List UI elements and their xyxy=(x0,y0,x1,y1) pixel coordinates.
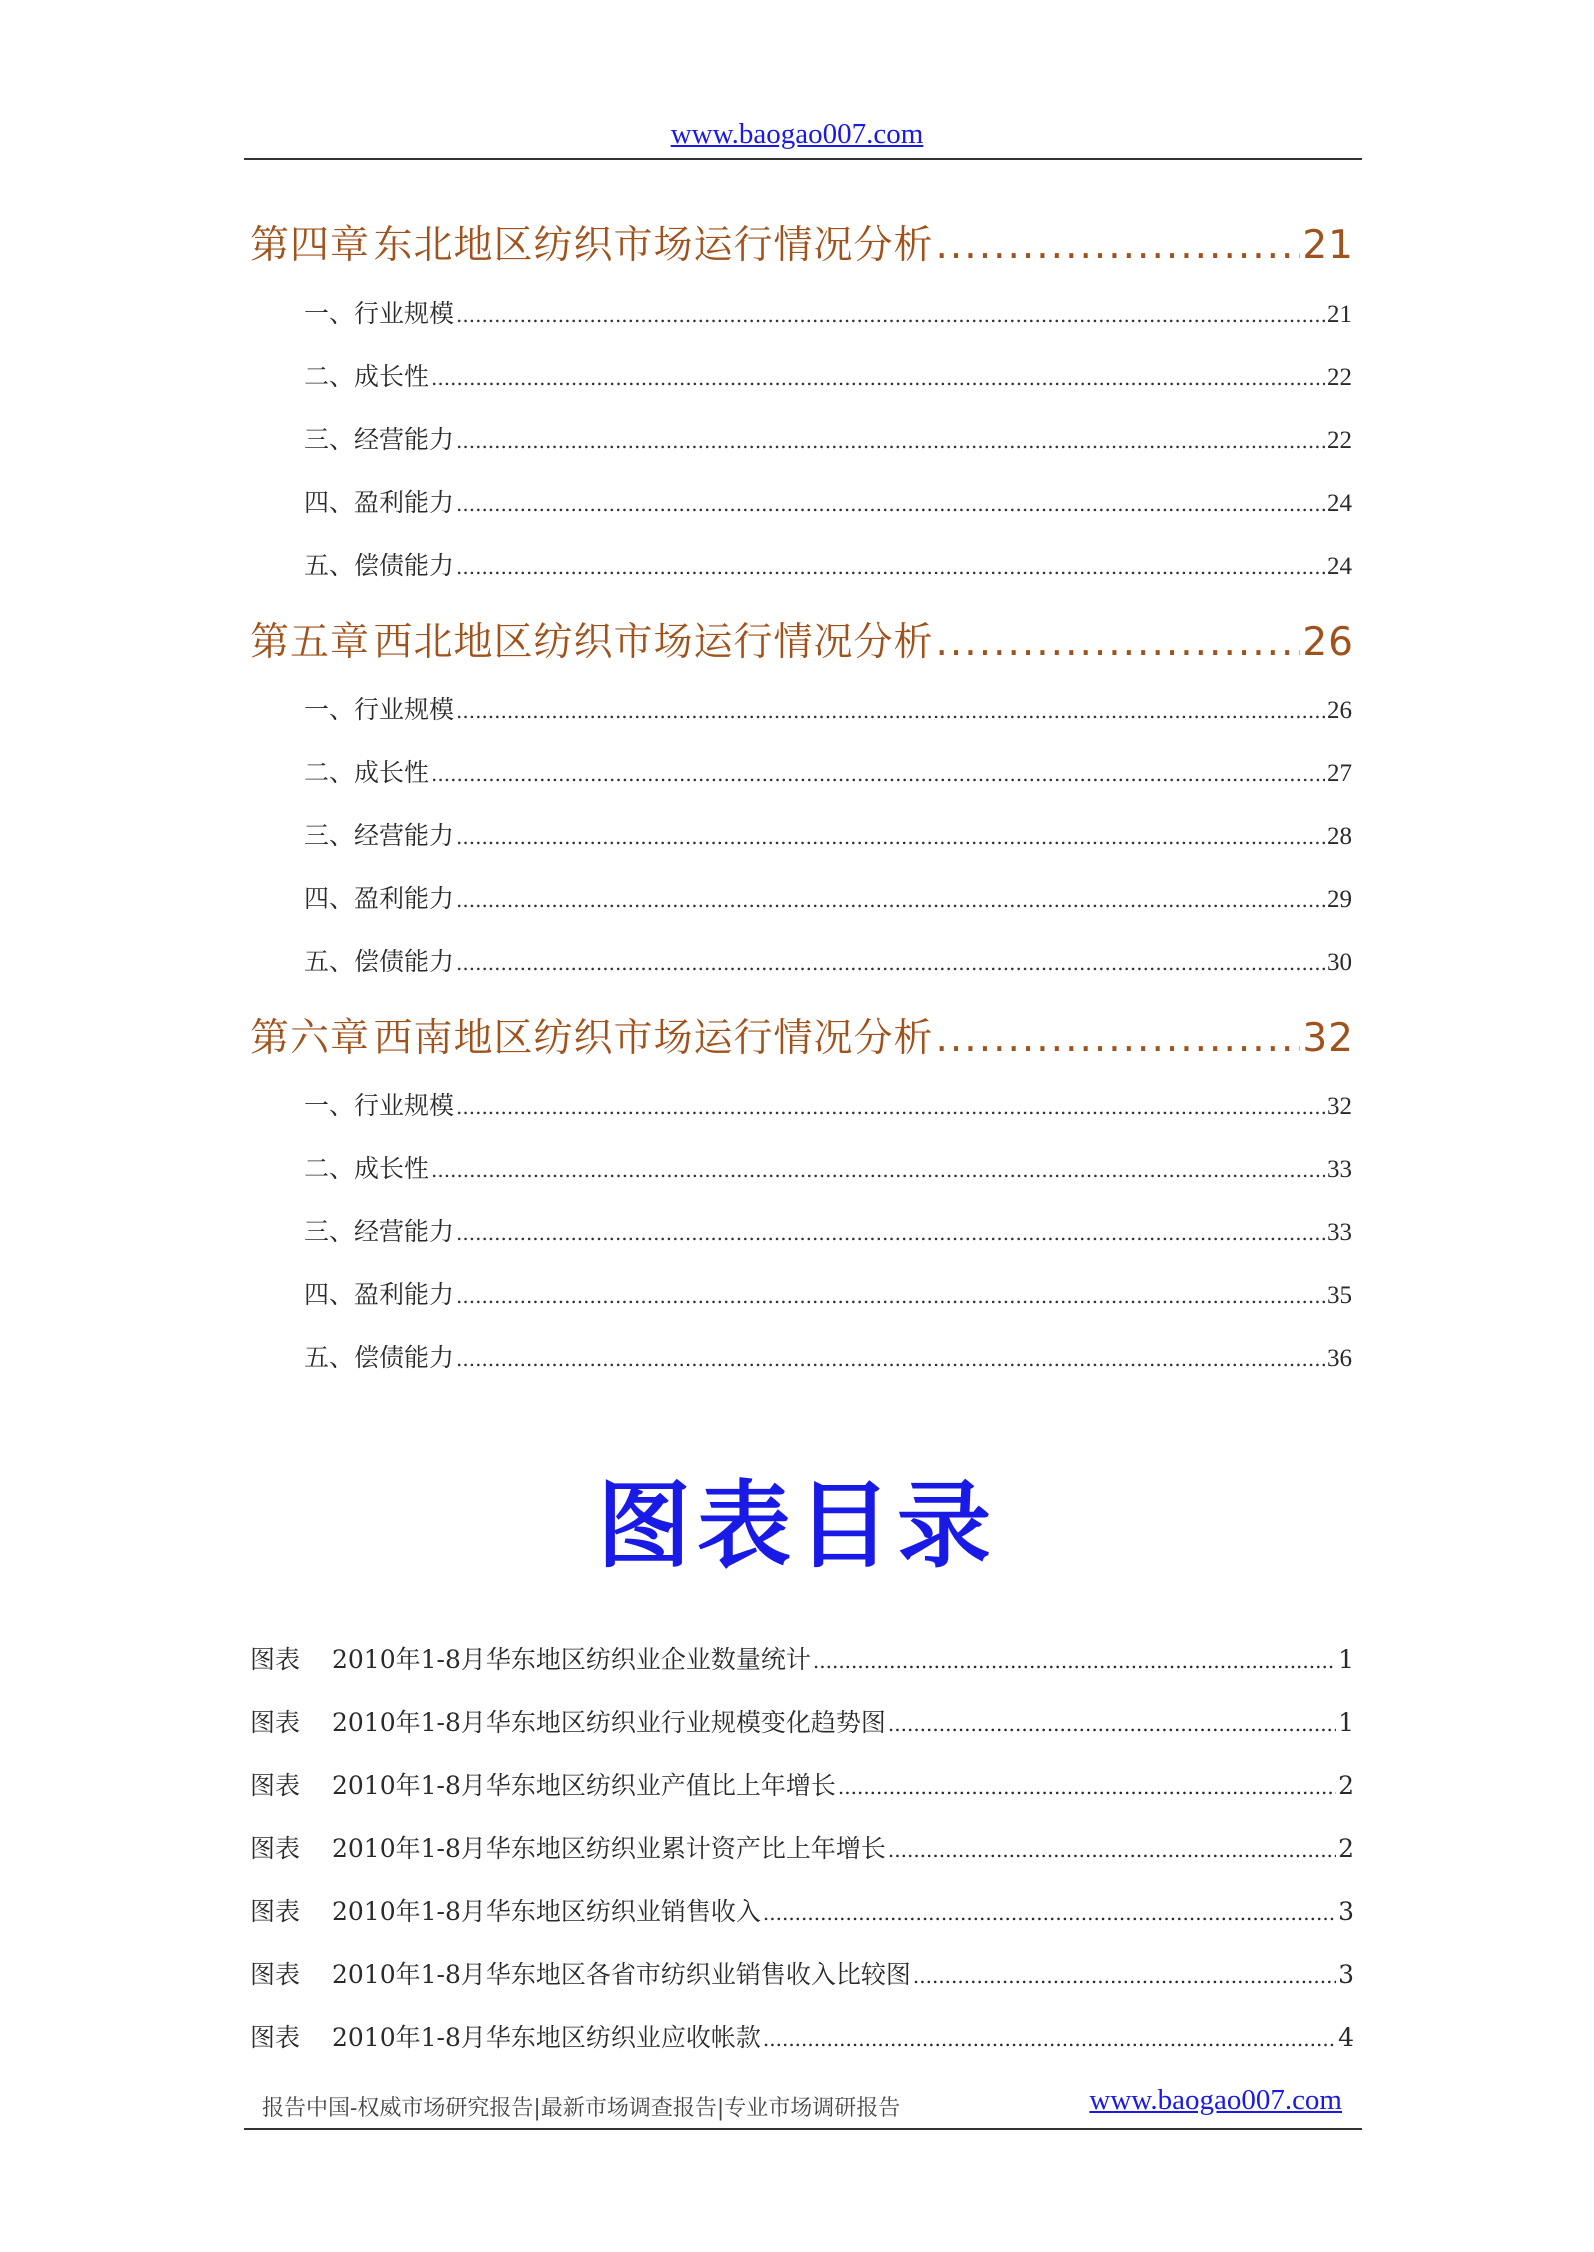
section-label: 二、成长性 xyxy=(304,1154,430,1183)
page-number: 33 xyxy=(1327,1219,1352,1246)
figure-label: 图表 xyxy=(250,1834,301,1863)
page-number: 22 xyxy=(1327,364,1352,391)
figure-title: 2010年1-8月华东地区各省市纺织业销售收入比较图 xyxy=(332,1960,911,1989)
figure-label: 图表 xyxy=(250,1897,301,1926)
chapter-title: 东北地区纺织市场运行情况分析 xyxy=(373,223,934,268)
figure-item[interactable] xyxy=(250,1703,1354,1743)
toc-section[interactable] xyxy=(304,942,1352,982)
leader-dots xyxy=(936,620,1301,665)
footer-tagline: 报告中国-权威市场研究报告|最新市场调查报告|专业市场调研报告 xyxy=(262,2096,901,2121)
page-number: 1 xyxy=(1338,1645,1354,1674)
toc-section[interactable] xyxy=(304,1275,1352,1315)
toc-section[interactable] xyxy=(304,357,1352,397)
leader-dots xyxy=(431,1158,1325,1182)
header-rule xyxy=(244,158,1362,160)
leader-dots xyxy=(456,1284,1325,1308)
page-number: 36 xyxy=(1327,1345,1352,1372)
toc-section[interactable] xyxy=(304,420,1352,460)
page-number: 24 xyxy=(1327,553,1352,580)
page-number: 33 xyxy=(1327,1156,1352,1183)
section-label: 四、盈利能力 xyxy=(304,488,455,517)
leader-dots xyxy=(813,1649,1336,1673)
leader-dots xyxy=(456,429,1325,453)
leader-dots xyxy=(888,1712,1336,1736)
leader-dots xyxy=(456,1095,1325,1119)
section-label: 五、偿债能力 xyxy=(304,1343,455,1372)
leader-dots xyxy=(763,1901,1336,1925)
leader-dots xyxy=(936,1016,1301,1061)
figure-item[interactable] xyxy=(250,1766,1354,1806)
figure-item[interactable] xyxy=(250,1955,1354,1995)
toc-chapter[interactable] xyxy=(250,214,1354,274)
figure-title: 2010年1-8月华东地区纺织业应收帐款 xyxy=(332,2023,761,2052)
toc-section[interactable] xyxy=(304,879,1352,919)
figure-item[interactable] xyxy=(250,1829,1354,1869)
toc-section[interactable] xyxy=(304,546,1352,586)
chapter-number: 第四章 xyxy=(250,223,371,268)
page-number: 27 xyxy=(1327,760,1352,787)
leader-dots xyxy=(913,1964,1336,1988)
footer-url-link[interactable]: www.baogao007.com xyxy=(1089,2084,1342,2116)
leader-dots xyxy=(456,825,1325,849)
page-number: 26 xyxy=(1302,620,1354,665)
leader-dots xyxy=(456,492,1325,516)
figure-label: 图表 xyxy=(250,1645,301,1674)
page-number: 21 xyxy=(1302,223,1354,268)
leader-dots xyxy=(431,366,1325,390)
chapter-number: 第六章 xyxy=(250,1016,371,1061)
leader-dots xyxy=(431,762,1325,786)
footer-rule xyxy=(244,2128,1362,2130)
figure-label: 图表 xyxy=(250,1708,301,1737)
section-label: 二、成长性 xyxy=(304,758,430,787)
page-number: 30 xyxy=(1327,949,1352,976)
section-label: 五、偿债能力 xyxy=(304,947,455,976)
section-label: 三、经营能力 xyxy=(304,425,455,454)
toc-chapter[interactable] xyxy=(250,611,1354,671)
figures-heading: 图表目录 xyxy=(596,1472,997,1581)
section-label: 五、偿债能力 xyxy=(304,551,455,580)
figure-title: 2010年1-8月华东地区纺织业企业数量统计 xyxy=(332,1645,811,1674)
toc-section[interactable] xyxy=(304,753,1352,793)
section-label: 一、行业规模 xyxy=(304,299,455,328)
leader-dots xyxy=(838,1775,1336,1799)
figure-label: 图表 xyxy=(250,2023,301,2052)
toc-section[interactable] xyxy=(304,1086,1352,1126)
leader-dots xyxy=(456,303,1325,327)
page-number: 29 xyxy=(1327,886,1352,913)
figure-label: 图表 xyxy=(250,1771,301,1800)
chapter-number: 第五章 xyxy=(250,620,371,665)
leader-dots xyxy=(456,1347,1325,1371)
figure-item[interactable] xyxy=(250,1640,1354,1680)
leader-dots xyxy=(456,888,1325,912)
leader-dots xyxy=(763,2027,1336,2051)
page-number: 26 xyxy=(1327,697,1352,724)
figure-title: 2010年1-8月华东地区纺织业产值比上年增长 xyxy=(332,1771,836,1800)
section-label: 三、经营能力 xyxy=(304,1217,455,1246)
header-url-link[interactable]: www.baogao007.com xyxy=(670,118,924,150)
leader-dots xyxy=(456,555,1325,579)
page-number: 22 xyxy=(1327,427,1352,454)
figure-title: 2010年1-8月华东地区纺织业累计资产比上年增长 xyxy=(332,1834,886,1863)
page-number: 4 xyxy=(1338,2023,1354,2052)
figure-item[interactable] xyxy=(250,1892,1354,1932)
page-number: 28 xyxy=(1327,823,1352,850)
leader-dots xyxy=(456,1221,1325,1245)
leader-dots xyxy=(888,1838,1336,1862)
toc-section[interactable] xyxy=(304,294,1352,334)
section-label: 二、成长性 xyxy=(304,362,430,391)
leader-dots xyxy=(456,951,1325,975)
page-number: 32 xyxy=(1327,1093,1352,1120)
toc-section[interactable] xyxy=(304,690,1352,730)
toc-section[interactable] xyxy=(304,816,1352,856)
page-number: 3 xyxy=(1338,1960,1354,1989)
chapter-title: 西南地区纺织市场运行情况分析 xyxy=(373,1016,934,1061)
page-number: 24 xyxy=(1327,490,1352,517)
page-number: 32 xyxy=(1302,1016,1354,1061)
figure-title: 2010年1-8月华东地区纺织业销售收入 xyxy=(332,1897,761,1926)
section-label: 一、行业规模 xyxy=(304,695,455,724)
section-label: 三、经营能力 xyxy=(304,821,455,850)
toc-section[interactable] xyxy=(304,1212,1352,1252)
leader-dots xyxy=(936,223,1301,268)
figure-item[interactable] xyxy=(250,2018,1354,2058)
page-number: 21 xyxy=(1327,301,1352,328)
chapter-title: 西北地区纺织市场运行情况分析 xyxy=(373,620,934,665)
toc-section[interactable] xyxy=(304,483,1352,523)
leader-dots xyxy=(456,699,1325,723)
page-number: 2 xyxy=(1338,1771,1354,1800)
page-number: 1 xyxy=(1338,1708,1354,1737)
section-label: 一、行业规模 xyxy=(304,1091,455,1120)
figure-title: 2010年1-8月华东地区纺织业行业规模变化趋势图 xyxy=(332,1708,886,1737)
toc-section[interactable] xyxy=(304,1149,1352,1189)
toc-chapter[interactable] xyxy=(250,1007,1354,1067)
page-number: 3 xyxy=(1338,1897,1354,1926)
section-label: 四、盈利能力 xyxy=(304,1280,455,1309)
section-label: 四、盈利能力 xyxy=(304,884,455,913)
page-number: 35 xyxy=(1327,1282,1352,1309)
toc-section[interactable] xyxy=(304,1338,1352,1378)
figure-label: 图表 xyxy=(250,1960,301,1989)
page-number: 2 xyxy=(1338,1834,1354,1863)
